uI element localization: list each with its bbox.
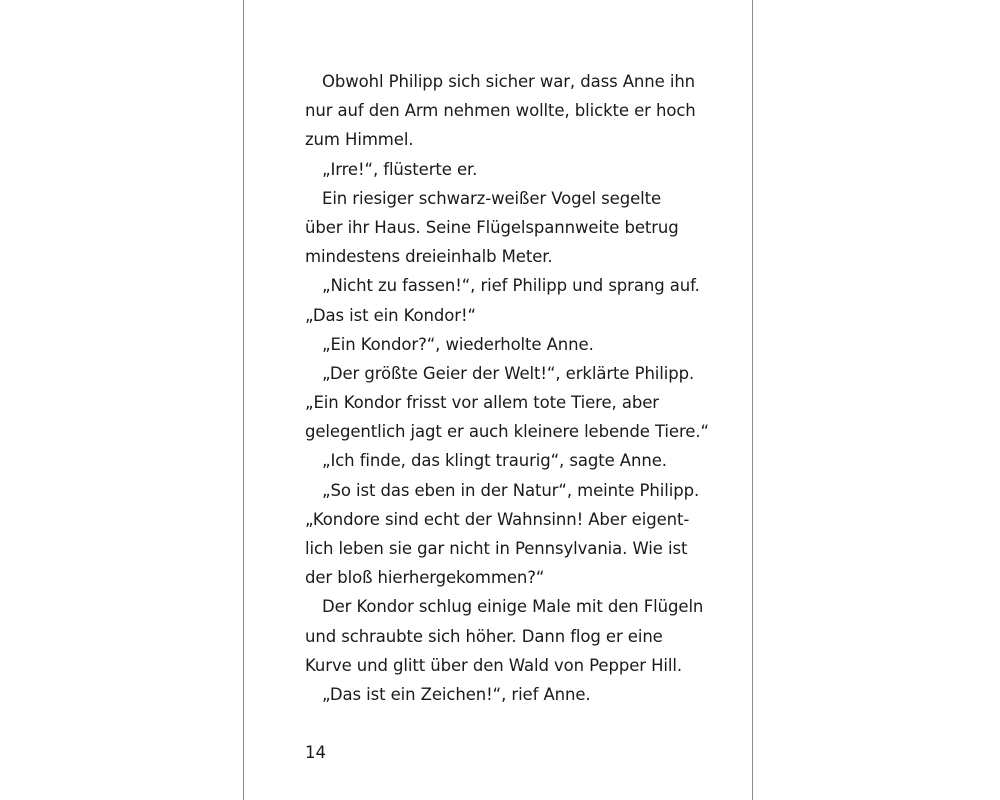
text-line: Kurve und glitt über den Wald von Pepper Hill.	[305, 655, 682, 675]
book-page	[243, 0, 753, 800]
text-line: „Irre!“, flüsterte er.	[322, 159, 478, 179]
text-line: mindestens dreieinhalb Meter.	[305, 247, 553, 267]
text-line: und schraubte sich höher. Dann flog er eine	[305, 626, 663, 646]
text-line: Der Kondor schlug einige Male mit den Flügeln	[322, 597, 704, 617]
text-line: „So ist das eben in der Natur“, meinte Philipp.	[322, 480, 700, 500]
text-line: „Nicht zu fassen!“, rief Philipp und sprang auf.	[322, 276, 700, 296]
text-line: Obwohl Philipp sich sicher war, dass Anne ihn	[322, 72, 696, 91]
text-line: „Das ist ein Kondor!“	[305, 305, 476, 325]
text-line: zum Himmel.	[305, 130, 414, 150]
text-line: der bloß hierhergekommen?“	[305, 568, 545, 588]
text-line: „Ich finde, das klingt traurig“, sagte Anne.	[322, 451, 667, 471]
text-line: „Ein Kondor?“, wiederholte Anne.	[322, 334, 594, 354]
text-line: gelegentlich jagt er auch kleinere lebende Tiere.“	[305, 422, 709, 442]
text-line: „Kondore sind echt der Wahnsinn! Aber eigent-	[305, 509, 690, 529]
text-line: Ein riesiger schwarz-weißer Vogel segelte	[322, 188, 662, 208]
text-line: „Ein Kondor frisst vor allem tote Tiere, aber	[305, 393, 659, 413]
text-line: nur auf den Arm nehmen wollte, blickte er hoch	[305, 101, 696, 121]
page-number: 14	[305, 743, 326, 762]
text-line: „Das ist ein Zeichen!“, rief Anne.	[322, 684, 591, 704]
page-text	[305, 67, 709, 709]
text-line: über ihr Haus. Seine Flügelspannweite betrug	[305, 217, 679, 237]
text-line: lich leben sie gar nicht in Pennsylvania. Wie ist	[305, 539, 688, 558]
text-line: „Der größte Geier der Welt!“, erklärte Philipp.	[322, 363, 695, 383]
